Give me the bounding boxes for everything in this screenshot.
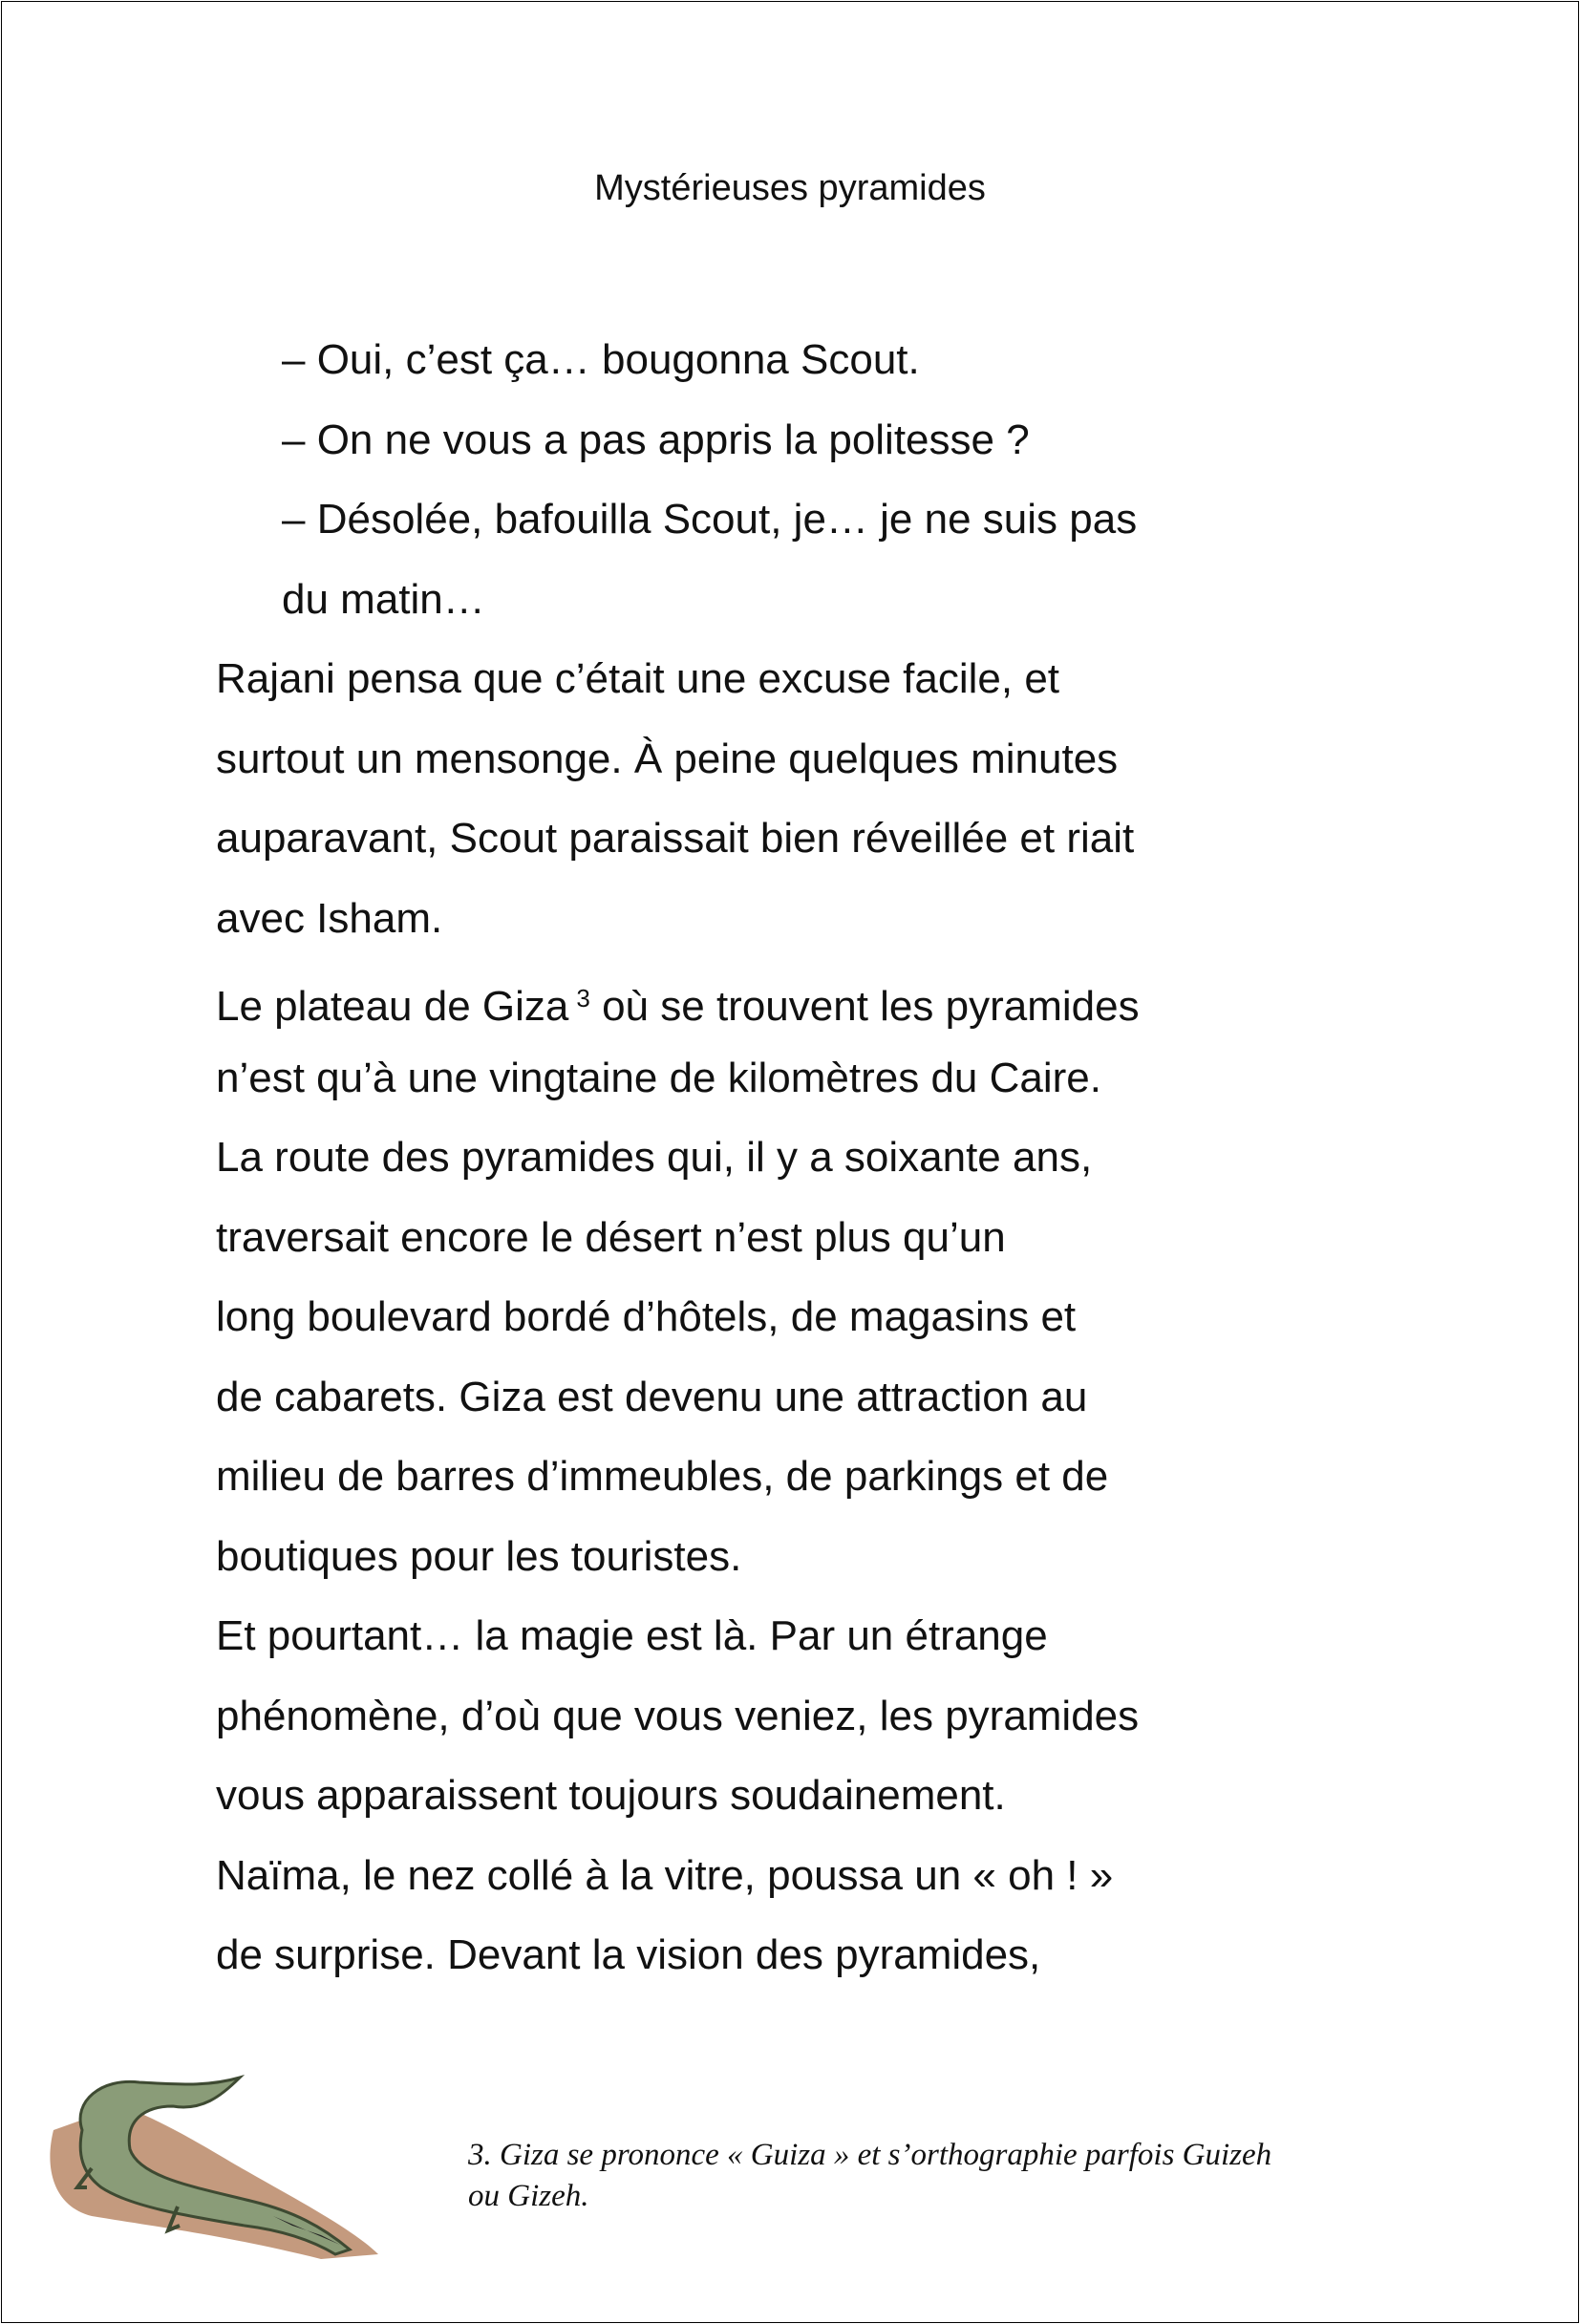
text-line: [216, 1692, 1139, 1741]
text-line: [216, 814, 1134, 864]
text-line: [216, 1054, 1101, 1103]
text-run: Et pourtant… la magie est là. Par un étrange: [216, 1612, 1048, 1659]
text-run: phénomène, d’où que vous veniez, les pyramides: [216, 1692, 1140, 1739]
text-line: [216, 1532, 741, 1582]
text-line: [282, 335, 920, 385]
text-run: de surprise. Devant la vision des pyramides,: [216, 1931, 1041, 1978]
text-run: auparavant, Scout paraissait bien réveillée et riait: [216, 815, 1135, 862]
text-line: [216, 1851, 1113, 1901]
text-run: surtout un mensonge. À peine quelques minutes: [216, 735, 1119, 782]
text-run: milieu de barres d’immeubles, de parkings et de: [216, 1453, 1109, 1500]
text-line: [216, 1373, 1087, 1422]
text-line: [216, 1930, 1040, 1980]
text-line: [282, 495, 1137, 544]
text-run: – On ne vous a pas appris la politesse ?: [282, 416, 1030, 463]
text-line: [216, 1133, 1092, 1183]
footnote-ref: 3: [576, 984, 590, 1013]
text-line: [282, 416, 1030, 465]
crocodile-icon: [34, 2073, 388, 2264]
text-run: Naïma, le nez collé à la vitre, poussa un « oh ! »: [216, 1851, 1114, 1899]
text-run: boutiques pour les touristes.: [216, 1532, 742, 1580]
text-run: Rajani pensa que c’était une excuse facile, et: [216, 655, 1060, 702]
text-line: [216, 973, 1140, 1032]
text-line: [216, 654, 1059, 704]
text-run: du matin…: [282, 575, 485, 623]
text-line: [216, 1771, 1006, 1821]
text-line: [216, 1611, 1048, 1661]
text-run: – Oui, c’est ça… bougonna Scout.: [282, 336, 920, 383]
text-run: n’est qu’à une vingtaine de kilomètres du Caire.: [216, 1054, 1101, 1101]
text-line: [216, 735, 1118, 784]
text-run: – Désolée, bafouilla Scout, je… je ne suis pas: [282, 496, 1138, 543]
text-line: [216, 1292, 1076, 1342]
text-line: [216, 894, 442, 944]
text-run: vous apparaissent toujours soudainement.: [216, 1772, 1006, 1819]
text-line: [282, 575, 485, 625]
running-header: Mystérieuses pyramides: [594, 168, 986, 208]
text-run: où se trouvent les pyramides: [589, 983, 1140, 1030]
text-line: [216, 1452, 1108, 1502]
footnote-line: ou Gizeh.: [468, 2179, 589, 2213]
text-run: long boulevard bordé d’hôtels, de magasins et: [216, 1293, 1077, 1340]
text-run: de cabarets. Giza est devenu une attraction au: [216, 1373, 1088, 1420]
text-run: avec Isham.: [216, 894, 443, 942]
footnote-line: 3. Giza se prononce « Guiza » et s’orthographie parfois Guizeh: [468, 2138, 1272, 2172]
text-run: traversait encore le désert n’est plus qu’un: [216, 1213, 1006, 1261]
text-run: La route des pyramides qui, il y a soixante ans,: [216, 1134, 1093, 1181]
text-line: [216, 1213, 1006, 1263]
text-run: Le plateau de Giza: [216, 983, 569, 1030]
